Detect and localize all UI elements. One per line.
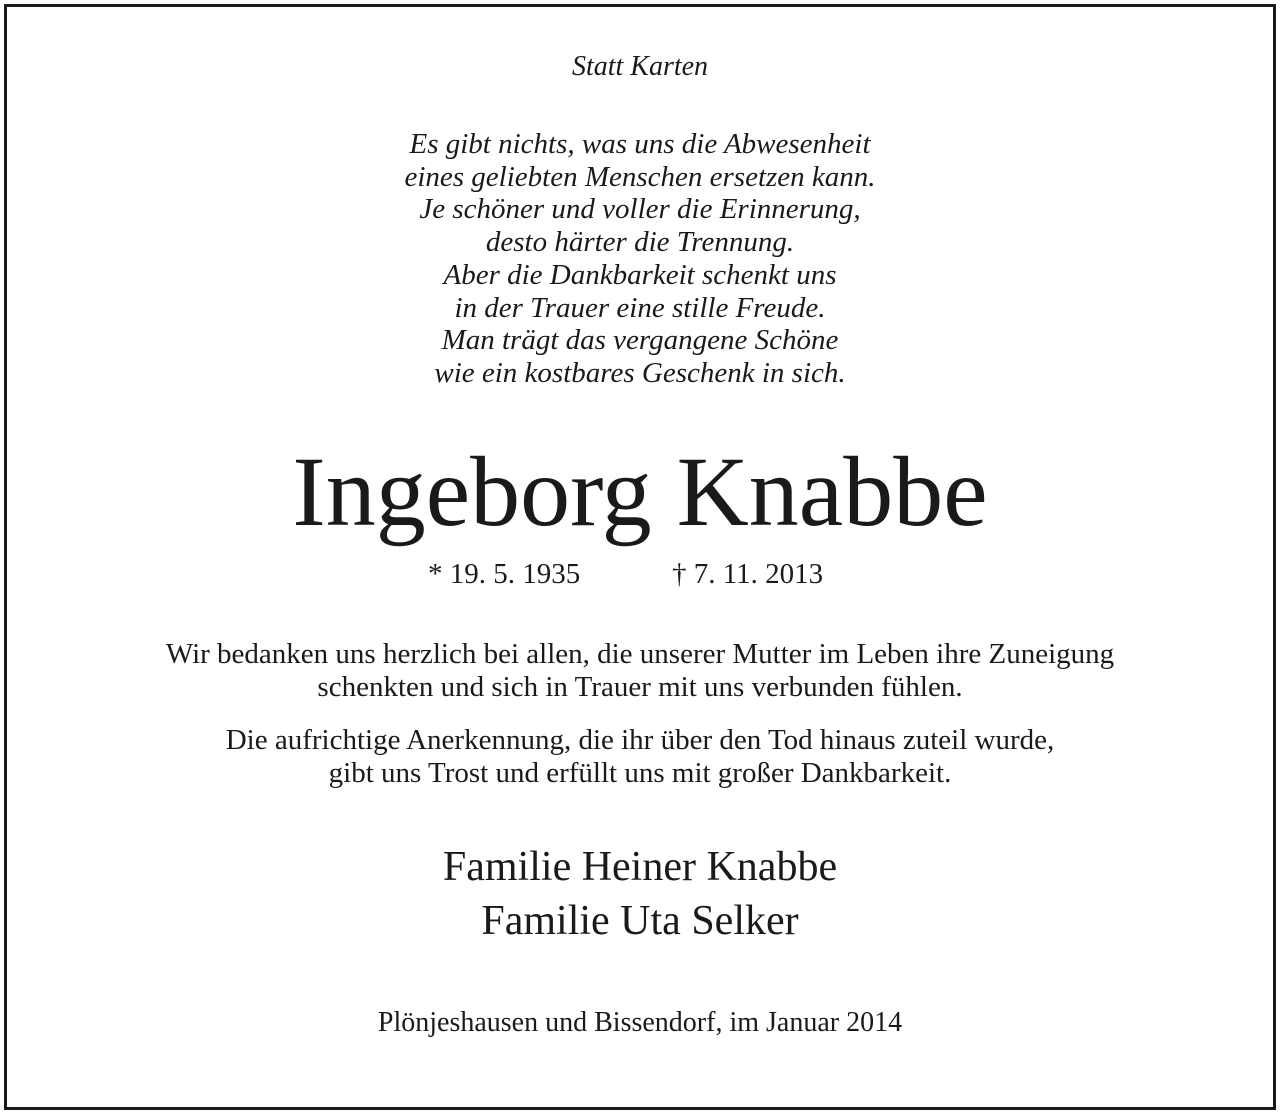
family-name: Familie Heiner Knabbe <box>442 844 838 890</box>
family-signatures <box>0 840 1280 948</box>
notice-header: Statt Karten <box>571 51 709 82</box>
death-date: † 7. 11. 2013 <box>672 558 824 590</box>
thanks-line: Wir bedanken uns herzlich bei allen, die unserer Mutter im Leben ihre Zuneigung <box>165 638 1115 670</box>
thanks-paragraph <box>0 638 1280 704</box>
poem-line: Aber die Dankbarkeit schenkt uns <box>443 258 837 291</box>
poem-line: in der Trauer eine stille Freude. <box>454 291 826 324</box>
poem-line: eines geliebten Menschen ersetzen kann. <box>404 160 876 193</box>
deceased-name: Ingeborg Knabbe <box>292 436 988 547</box>
poem-line: Es gibt nichts, was uns die Abwesenheit <box>409 128 871 160</box>
poem <box>0 128 1280 390</box>
recognition-line: gibt uns Trost und erfüllt uns mit großer Dankbarkeit. <box>328 757 952 789</box>
place-and-date: Plönjeshausen und Bissendorf, im Januar 2014 <box>377 1007 903 1038</box>
poem-line: desto härter die Trennung. <box>485 226 795 259</box>
birth-date: * 19. 5. 1935 <box>428 558 581 590</box>
poem-line: Je schöner und voller die Erinnerung, <box>419 193 861 226</box>
recognition-paragraph <box>0 724 1280 790</box>
poem-line: Man trägt das vergangene Schöne <box>441 324 839 357</box>
thanks-line: schenkten und sich in Trauer mit uns verbunden fühlen. <box>317 671 963 703</box>
recognition-line: Die aufrichtige Anerkennung, die ihr über den Tod hinaus zuteil wurde, <box>225 724 1055 756</box>
poem-line: wie ein kostbares Geschenk in sich. <box>434 356 846 389</box>
life-dates <box>0 556 1280 596</box>
family-name: Familie Uta Selker <box>481 898 799 944</box>
